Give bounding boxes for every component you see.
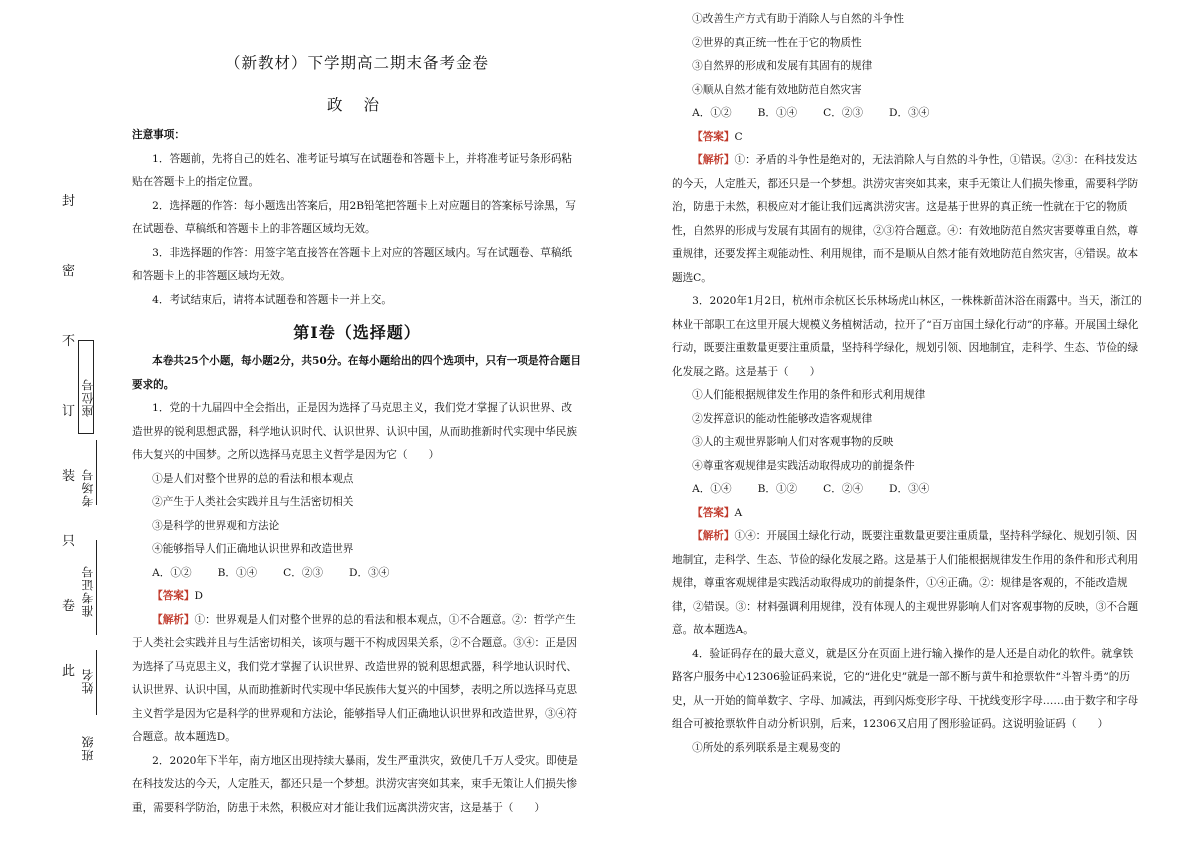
question-item: ④顺从自然才能有效地防范自然灾害 [692, 83, 862, 96]
class-label: 班级 [81, 735, 95, 761]
analysis-line [672, 525, 1142, 643]
answer-value: A [734, 506, 743, 519]
question-item: ②世界的真正统一性在于它的物质性 [692, 36, 862, 49]
analysis-line [672, 149, 1142, 290]
answer-tag: 【答案】 [692, 130, 735, 143]
option: D．③④ [889, 483, 930, 495]
section-title: 第Ⅰ卷（选择题） [293, 323, 421, 342]
analysis-text: ①：世界观是人们对整个世界的总的看法和根本观点，①不合题意。②：哲学产生于人类社会实践并且与生活密切相关，该项与题干不构成因果关系，②不合题意。③④：正是因为选择了马克思主义，我们党才掌握了认识世界、改造世界的锐利思想武器，科学地认识时代、认识世界、认识中国，从而助推新时代实现中华民族伟大复兴的中国梦，表明之所以选择马克思主义哲学是因为它是科学的世界观和方法论，能够指导人们正确地认识世界和改造世界，③④符合题意。故本题选D。 [132, 613, 577, 743]
exam-title: （新教材）下学期高二期末备考金卷 [224, 54, 489, 72]
option: C．②③ [823, 107, 864, 119]
analysis-text: ①④：开展国土绿化行动，既要注重数量更要注重质量，坚持科学绿化、规划引领、因地制宜，走科学、生态、节俭的绿化发展之路。这是基于人们能根据规律发生作用的条件和形式利用规律，尊重客观规律是实践活动取得成功的前提条件，①④正确。②：规律是客观的，不能改造规律，②错误。③：材料强调利用规律，没有体现人的主观世界影响人们对客观事物的反映，③不合题意。故本题选A。 [672, 530, 1139, 636]
answer-line [132, 585, 582, 609]
question-options [672, 102, 1142, 126]
question-item: ①改善生产方式有助于消除人与自然的斗争性 [692, 13, 904, 25]
question-item: ③人的主观世界影响人们对客观事物的反映 [692, 436, 894, 448]
answer-tag: 【答案】 [692, 506, 735, 519]
option: A．①② [692, 107, 732, 119]
name-line [96, 650, 97, 715]
exam-room-line [96, 440, 97, 505]
notice-heading: 注意事项： [132, 129, 185, 141]
question-item: ①所处的系列联系是主观易变的 [692, 741, 841, 754]
option: D．③④ [349, 566, 390, 579]
seat-number-label: 座位号 [81, 378, 95, 417]
seal-char: 密 [62, 264, 76, 279]
question-stem: 2．2020年下半年，南方地区出现持续大暴雨，发生严重洪灾，致使几千万人受灾。即使是在科技发达的今天，人定胜天，都还只是一个梦想。洪涝灾害突如其来，束手无策让人们损失惨重，需要科学防治，防患于未然，积极应对才能让我们远离洪涝灾害，这是基于（ ） [132, 754, 578, 814]
question-item: ②发挥意识的能动性能够改造客观规律 [692, 412, 873, 425]
notice-item: 3．非选择题的作答：用签字笔直接答在答题卡上对应的答题区域内。写在试题卷、草稿纸和答题卡上的非答题区域均无效。 [132, 246, 573, 282]
analysis-text: ①：矛盾的斗争性是绝对的，无法消除人与自然的斗争性，①错误。②③：在科技发达的今天，人定胜天，都还只是一个梦想。洪涝灾害突如其来，束手无策让人们损失惨重，需要科学防治，防患于未然，积极应对才能让我们远离洪涝灾害。这是基于世界的真正统一性就在于它的物质性，自然界的形成与发展有其固有的规律，②③符合题意。④：有效地防范自然灾害要尊重自然，尊重规律，还要发挥主观能动性、利用规律，而不是顺从自然才能有效地防范自然灾害，④错误。故本题选C。 [672, 154, 1139, 284]
admission-number-label: 准考证号 [81, 565, 95, 617]
section-intro: 本卷共25个小题，每小题2分，共50分。在每小题给出的四个选项中，只有一项是符合题目要求的。 [132, 355, 581, 391]
question-item: ②产生于人类社会实践并且与生活密切相关 [152, 496, 354, 508]
answer-line [672, 502, 1142, 526]
option: C．②④ [823, 483, 864, 495]
admission-number-line [96, 540, 97, 635]
exam-room-label: 考场号 [81, 468, 95, 507]
answer-tag: 【答案】 [152, 590, 195, 602]
option: D．③④ [889, 107, 930, 119]
exam-subject: 政 治 [327, 96, 387, 114]
seal-char: 装 [62, 469, 76, 484]
question-item: ①人们能根据规律发生作用的条件和形式利用规律 [692, 389, 926, 401]
answer-value: D [194, 590, 203, 602]
option: B．①② [757, 483, 798, 495]
analysis-tag: 【解析】 [152, 613, 195, 626]
question-item: ③自然界的形成和发展有其固有的规律 [692, 60, 873, 72]
right-column [672, 0, 1142, 760]
answer-line [672, 126, 1142, 150]
option: C．②③ [283, 566, 324, 579]
option: A．①② [152, 566, 192, 579]
seal-char: 封 [62, 194, 76, 209]
name-label: 姓名 [81, 668, 95, 694]
question-item: ④尊重客观规律是实践活动取得成功的前提条件 [692, 459, 915, 472]
option: B．①④ [217, 566, 258, 579]
left-column [132, 0, 582, 820]
answer-value: C [734, 130, 743, 143]
option: A．①④ [692, 483, 732, 495]
question-options [672, 478, 1142, 502]
notice-item: 4．考试结束后，请将本试题卷和答题卡一并上交。 [152, 293, 392, 306]
analysis-line [132, 609, 582, 750]
question-item: ①是人们对整个世界的总的看法和根本观点 [152, 472, 354, 485]
seal-char: 此 [62, 664, 76, 679]
option: B．①④ [757, 107, 798, 119]
question-options [132, 562, 582, 586]
seal-char: 卷 [62, 599, 76, 614]
question-item: ③是科学的世界观和方法论 [152, 519, 280, 532]
question-stem: 4．验证码存在的最大意义，就是区分在页面上进行输入操作的是人还是自动化的软件。就拿铁路客户服务中心12306验证码来说，它的“进化史”就是一部不断与黄牛和抢票软件“斗智斗勇”的历史，从一开始的简单数字、字母、加减法，再到闪烁变形字母、干扰线变形字母……由于数字和字母组合可被抢票软件自动分析识别，后来，12306又启用了图形验证码。这说明验证码（ ） [672, 647, 1139, 730]
seal-char: 只 [62, 534, 76, 549]
analysis-tag: 【解析】 [692, 530, 735, 542]
notice-item: 2．选择题的作答：每小题选出答案后，用2B铅笔把答题卡上对应题目的答案标号涂黑，写在试题卷、草稿纸和答题卡上的非答题区域均无效。 [132, 199, 576, 235]
seal-char: 不 [62, 334, 76, 349]
notice-item: 1．答题前，先将自己的姓名、准考证号填写在试题卷和答题卡上，并将准考证号条形码粘贴在答题卡上的指定位置。 [132, 152, 573, 188]
analysis-tag: 【解析】 [692, 154, 735, 166]
question-stem: 3．2020年1月2日，杭州市余杭区长乐林场虎山林区，一株株新苗沐浴在雨露中。当天，浙江的林业干部职工在这里开展大规模义务植树活动，拉开了“百万亩国土绿化行动”的序幕。开展国土绿化行动，既要注重数量更要注重质量，坚持科学绿化，规划引领、因地制宜，走科学、生态、节俭的绿化发展之路。这是基于（ ） [672, 295, 1142, 378]
seal-char: 订 [62, 404, 76, 419]
question-stem: 1．党的十九届四中全会指出，正是因为选择了马克思主义，我们党才掌握了认识世界、改造世界的锐利思想武器，科学地认识时代、认识世界、认识中国，从而助推新时代实现中华民族伟大复兴的中国梦。之所以选择马克思主义哲学是因为它（ ） [132, 402, 577, 461]
question-item: ④能够指导人们正确地认识世界和改造世界 [152, 543, 354, 555]
